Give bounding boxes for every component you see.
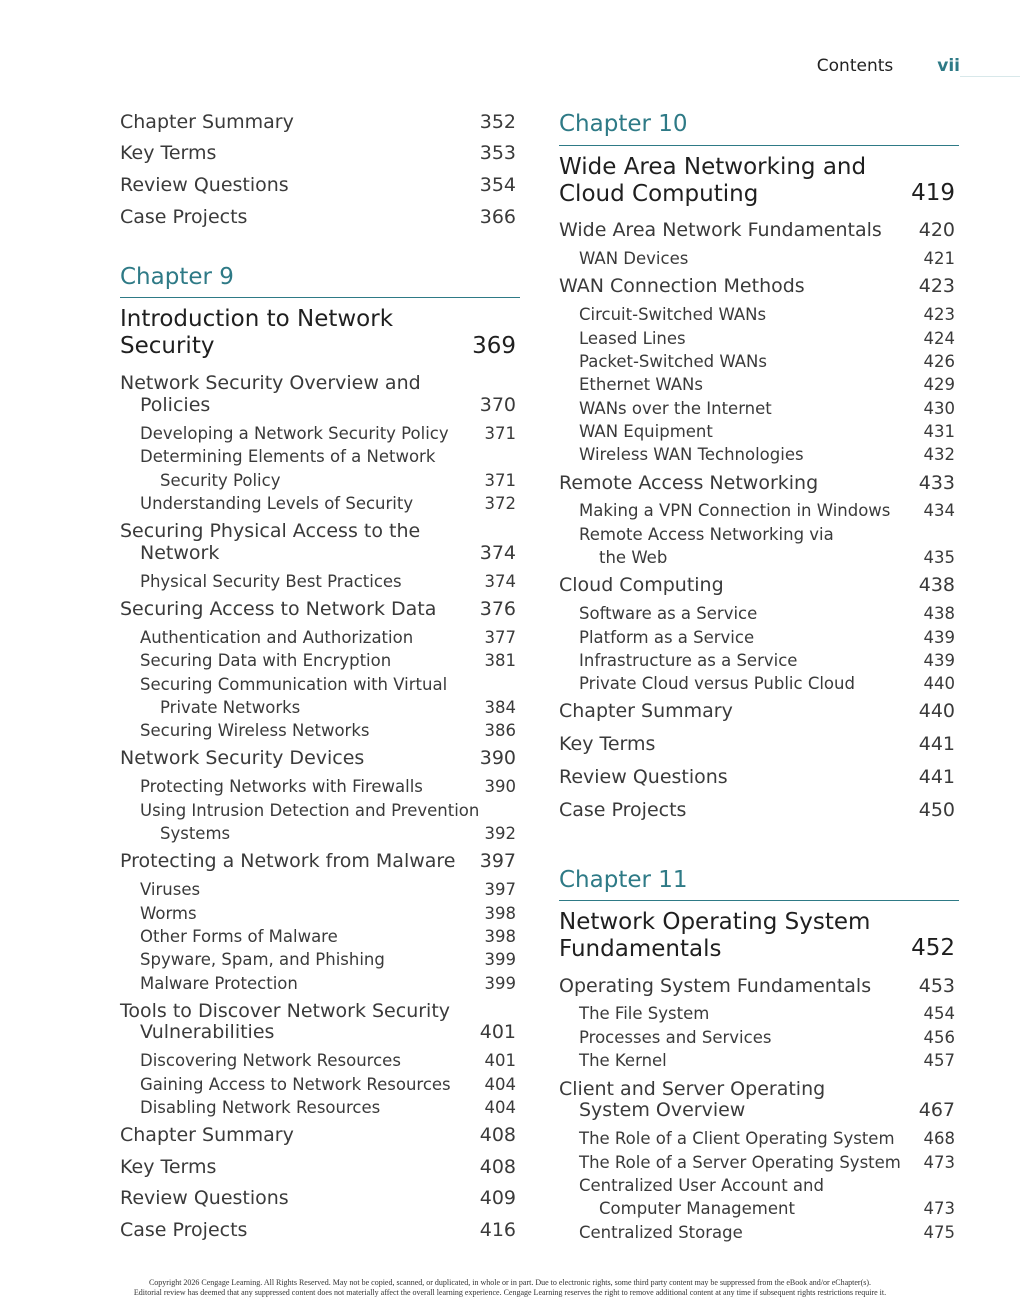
header-rule <box>960 76 1020 77</box>
copyright-line-2: Editorial review has deemed that any suppressed content does not materially affect the overall learning experience. Cengage Learning reserves the right to remove additional content at any time if subsequent rights restrictions require it. <box>133 1288 887 1297</box>
copyright-line-1: Copyright 2026 Cengage Learning. All Rights Reserved. May not be copied, scanned, or duplicated, in whole or in part. Due to electronic rights, some third party content may be suppressed from the eBook and/or eChapter(s). <box>148 1278 872 1287</box>
chapter-label: Chapter 9 <box>120 264 234 290</box>
running-head-title: Contents <box>816 56 894 76</box>
chapter-page: 452 <box>911 935 955 961</box>
running-head <box>817 56 960 76</box>
chapter-rule <box>120 297 520 298</box>
chapter-page: 369 <box>472 333 516 359</box>
chapter-rule <box>559 900 959 901</box>
chapter-label: Chapter 11 <box>559 867 688 893</box>
chapter-title[interactable]: Wide Area Networking and Cloud Computing <box>559 154 867 207</box>
chapter-title[interactable]: Network Operating System Fundamentals <box>559 909 871 962</box>
chapter-title[interactable]: Introduction to Network Security <box>120 306 394 359</box>
page-number: vii <box>937 56 960 76</box>
chapter-page: 419 <box>911 180 955 206</box>
chapter-label: Chapter 10 <box>559 111 688 137</box>
copyright-footer <box>0 1278 1020 1298</box>
chapter-rule <box>559 145 959 146</box>
